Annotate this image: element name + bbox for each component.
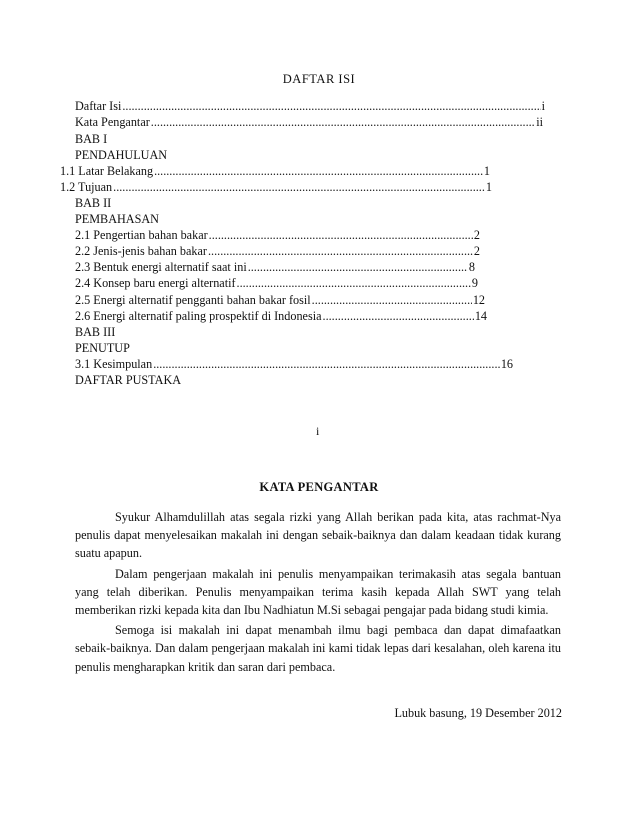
toc-heading-bab-1 <box>75 131 107 147</box>
toc-entry-latar-belakang <box>60 163 490 179</box>
toc-entry-text: Kata Pengantar <box>75 115 150 129</box>
toc-entry-page: 2 <box>473 228 480 242</box>
toc-entry-page: 9 <box>471 276 478 290</box>
toc-leader-dots <box>151 114 535 130</box>
signature-place-date: Lubuk basung, 19 Desember 2012 <box>394 706 562 720</box>
toc-heading-penutup <box>75 340 130 356</box>
toc-leader-dots <box>154 163 483 179</box>
toc-entry-page: 16 <box>500 357 513 371</box>
toc-heading-text: DAFTAR PUSTAKA <box>75 373 182 387</box>
toc-entry-page: 1 <box>485 180 492 194</box>
toc-entry-2-1 <box>75 227 480 243</box>
toc-entry-tujuan <box>60 179 492 195</box>
toc-heading-text: PEMBAHASAN <box>75 212 159 226</box>
toc-leader-dots <box>209 227 473 243</box>
toc-entry-2-6 <box>75 308 487 324</box>
kata-pengantar-title: KATA PENGANTAR <box>259 480 379 494</box>
toc-entry-text: 2.2 Jenis-jenis bahan bakar <box>75 244 207 258</box>
toc-leader-dots <box>237 275 471 291</box>
toc-entry-page: 14 <box>474 309 487 323</box>
toc-entry-text: 2.4 Konsep baru energi alternatif <box>75 276 236 290</box>
toc-leader-dots <box>208 243 473 259</box>
toc-entry-text: 2.5 Energi alternatif pengganti bahan bakar fosil <box>75 293 311 307</box>
toc-leader-dots <box>153 356 500 372</box>
page-number: i <box>316 424 320 438</box>
toc-entry-page: ii <box>536 115 543 129</box>
toc-entry-daftar-isi <box>75 98 545 114</box>
toc-heading-pendahuluan <box>75 147 167 163</box>
toc-leader-dots <box>323 308 474 324</box>
toc-entry-page: i <box>541 99 545 113</box>
kata-pengantar-body <box>75 508 561 678</box>
toc-entry-text: 2.3 Bentuk energi alternatif saat ini <box>75 260 247 274</box>
toc-entry-text: 1.1 Latar Belakang <box>60 164 154 178</box>
paragraph: Semoga isi makalah ini dapat menambah ilmu bagi pembaca dan dapat dimafaatkan sebaik-baiknya. Dan dalam pengerjaan makalah ini kami tidak lepas dari kesalahan, oleh karena itu penulis mengharapkan kritik dan saran dari pembaca. <box>75 623 561 674</box>
toc-heading-bab-3 <box>75 324 115 340</box>
toc-entry-3-1 <box>75 356 513 372</box>
toc-entry-text: Daftar Isi <box>75 99 122 113</box>
toc-title: DAFTAR ISI <box>282 72 356 86</box>
toc-leader-dots <box>122 98 540 114</box>
toc-heading-bab-2 <box>75 195 111 211</box>
paragraph: Syukur Alhamdulillah atas segala rizki yang Allah berikan pada kita, atas rachmat-Nya penulis dapat menyelesaikan makalah ini dengan sebaik-baiknya dan dalam keadaan tidak kurang suatu apapun. <box>75 510 561 561</box>
toc-heading-text: PENDAHULUAN <box>75 148 168 162</box>
toc-entry-2-5 <box>75 292 485 308</box>
toc-entry-page: 2 <box>473 244 480 258</box>
toc-heading-pembahasan <box>75 211 159 227</box>
toc-entry-kata-pengantar <box>75 114 543 130</box>
toc-leader-dots <box>113 179 485 195</box>
toc-entry-2-2 <box>75 243 480 259</box>
toc-entry-page: 12 <box>472 293 485 307</box>
toc-heading-text: BAB III <box>75 325 116 339</box>
toc-entry-text: 3.1 Kesimpulan <box>75 357 153 371</box>
toc-entry-text: 2.1 Pengertian bahan bakar <box>75 228 208 242</box>
toc-entry-page: 8 <box>468 260 475 274</box>
toc-heading-text: BAB II <box>75 196 112 210</box>
toc-entry-text: 2.6 Energi alternatif paling prospektif di Indonesia <box>75 309 322 323</box>
toc-entry-2-4 <box>75 275 478 291</box>
toc-heading-text: BAB I <box>75 132 108 146</box>
toc-heading-text: PENUTUP <box>75 341 130 355</box>
toc-heading-daftar-pustaka <box>75 372 181 388</box>
toc-entry-text: 1.2 Tujuan <box>60 180 113 194</box>
toc-entry-2-3 <box>75 259 475 275</box>
toc-leader-dots <box>248 259 468 275</box>
paragraph: Dalam pengerjaan makalah ini penulis menyampaikan terimakasih atas segala bantuan yang telah diberikan. Penulis menyampaikan terima kasih kepada Allah SWT yang telah memberikan rizki kepada kita dan Ibu Nadhiatun M.Si sebagai pengajar pada bidang studi kimia. <box>75 566 561 618</box>
toc-entry-page: 1 <box>483 164 490 178</box>
toc-leader-dots <box>312 292 472 308</box>
